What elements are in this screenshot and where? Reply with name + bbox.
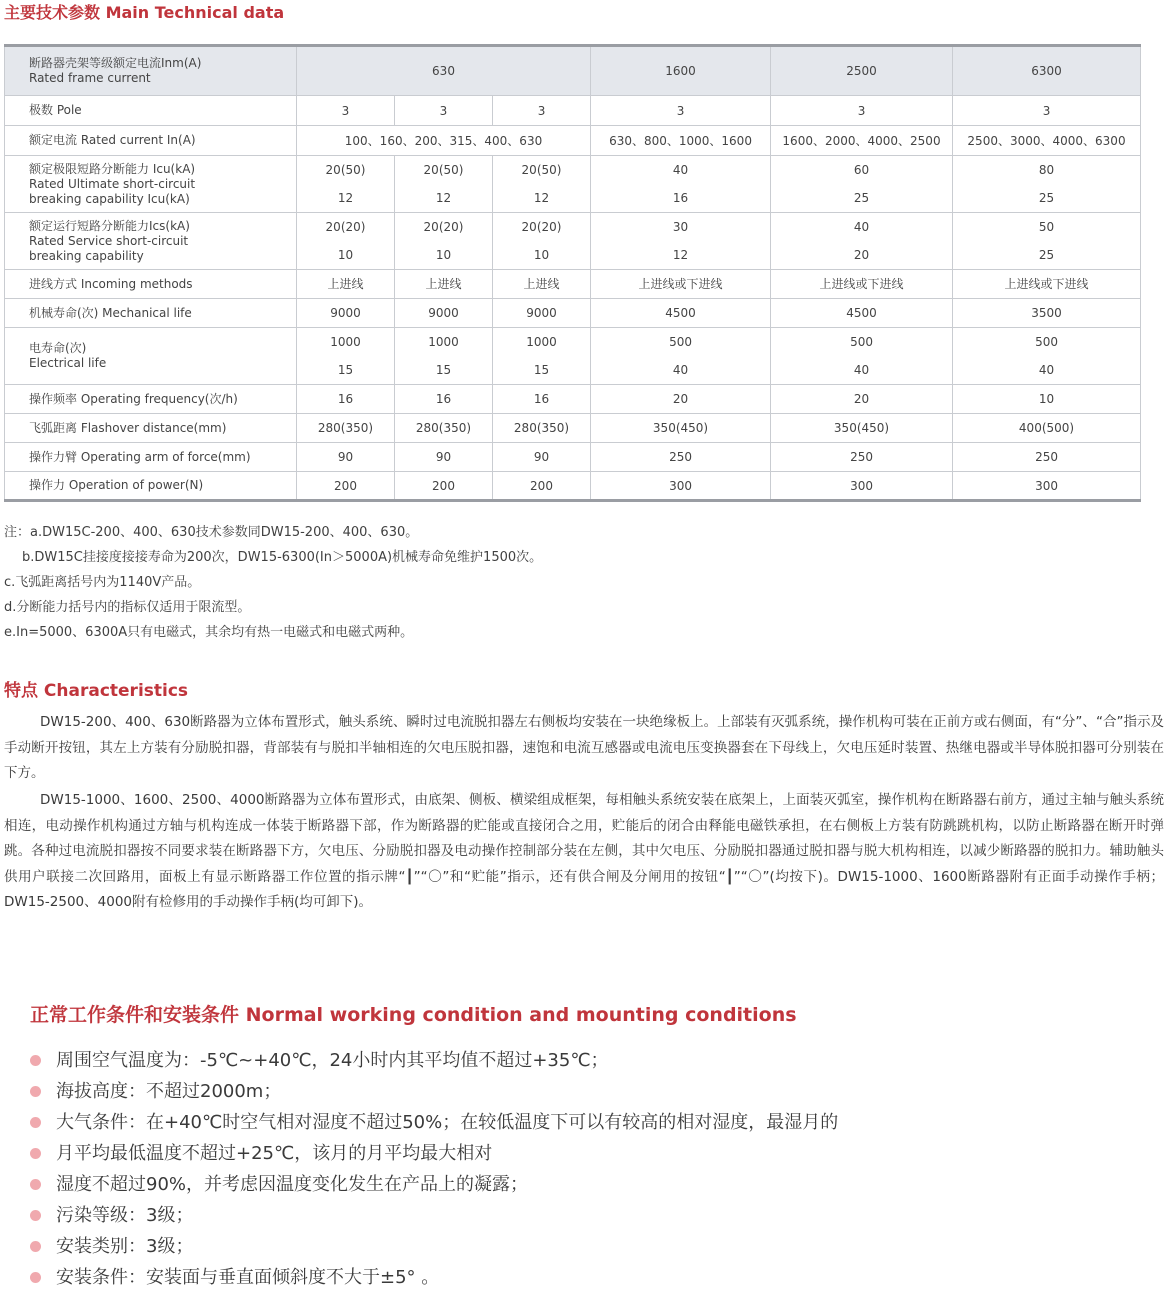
cell-bottom: 15: [337, 363, 354, 377]
table-row-operating-arm: [5, 443, 1141, 472]
cell-top: 1000: [526, 335, 557, 349]
header-group-6300: 6300: [953, 46, 1141, 96]
cell-top: 1000: [330, 335, 361, 349]
table-cell: 上进线: [297, 270, 395, 299]
technical-data-table: [4, 44, 1141, 502]
table-cell: 280(350): [493, 414, 591, 443]
list-item: [30, 1138, 1150, 1169]
table-cell: [395, 328, 493, 385]
cell-top: 50: [1038, 220, 1055, 234]
cell-bottom: 12: [435, 191, 452, 205]
table-cell: 16: [493, 385, 591, 414]
list-item-text: 安装类别：3级；: [56, 1236, 194, 1257]
cell-top: 40: [672, 163, 689, 177]
table-cell: 90: [493, 443, 591, 472]
table-cell: 200: [493, 472, 591, 501]
header-group-630: 630: [297, 46, 591, 96]
row-label-en: Rated Ultimate short-circuit: [29, 176, 196, 191]
bullet-dot-icon: [30, 1086, 41, 1097]
table-cell: [591, 156, 771, 213]
bullet-dot-icon: [30, 1117, 41, 1128]
table-cell: 20: [591, 385, 771, 414]
cell-bottom: 40: [672, 363, 689, 377]
table-cell: 250: [591, 443, 771, 472]
bullet-dot-icon: [30, 1272, 41, 1283]
table-cell: [493, 156, 591, 213]
table-cell: 200: [395, 472, 493, 501]
table-cell: 100、160、200、315、400、630: [297, 126, 591, 156]
list-item-text: 大气条件：在+40℃时空气相对湿度不超过50%；在较低温度下可以有较高的相对湿度，最湿月的: [56, 1112, 839, 1133]
table-cell: [297, 156, 395, 213]
row-label-cn: 额定运行短路分断能力Ics(kA): [29, 218, 190, 233]
table-cell: [297, 328, 395, 385]
table-cell: 1600、2000、4000、2500: [771, 126, 953, 156]
table-cell: 上进线或下进线: [771, 270, 953, 299]
note-d: d.分断能力括号内的指标仅适用于限流型。: [4, 600, 251, 615]
cell-bottom: 12: [672, 248, 689, 262]
cell-top: 60: [853, 163, 870, 177]
row-label-cn: 额定极限短路分断能力 Icu(kA): [29, 161, 196, 176]
table-cell: 280(350): [395, 414, 493, 443]
bullet-dot-icon: [30, 1148, 41, 1159]
table-cell: 350(450): [771, 414, 953, 443]
list-item: [30, 1107, 1150, 1138]
row-label: 机械寿命(次) Mechanical life: [5, 299, 297, 328]
table-cell: 20: [771, 385, 953, 414]
bullet-dot-icon: [30, 1241, 41, 1252]
table-cell: 350(450): [591, 414, 771, 443]
table-cell: 3: [771, 96, 953, 126]
cell-bottom: 25: [853, 191, 870, 205]
table-cell: 90: [395, 443, 493, 472]
working-conditions-list: [30, 1045, 1150, 1293]
cell-top: 20(50): [521, 163, 562, 177]
characteristics-paragraph-2: DW15-1000、1600、2500、4000断路器为立体布置形式，由底架、侧板、横梁组成框架，每相触头系统安装在底架上，上面装灭弧室，操作机构在断路器右前方，通过主轴与触头系统相连，电动操作机构通过方轴与机构连成一体装于断路器下部，作为断路器的贮能或直接闭合之用，贮能后的闭合由释能电磁铁承担，在右侧板上方装有防跳跳机构，以防止断路器在断开时弹跳。各种过电流脱扣器按不同要求装在断路器下方，欠电压、分励脱扣器及电动操作控制部分装在左侧，其中欠电压、分励脱扣器通过脱扣器与脱大机构相连，以减少断路器的脱扣力。辅助触头供用户联接二次回路用，面板上有显示断路器工作位置的指示牌“┃”“〇”和“贮能”指示，还有供合闸及分闸用的按钮“┃”“〇”(均按下)。DW15-1000、1600断路器附有正面手动操作手柄；DW15-2500、4000附有检修用的手动操作手柄(均可卸下)。: [4, 792, 1164, 910]
row-label: 极数 Pole: [5, 96, 297, 126]
table-cell: 4500: [591, 299, 771, 328]
table-notes: [4, 520, 1154, 645]
cell-bottom: 20: [853, 248, 870, 262]
section-title-main-technical-data: 主要技术参数 Main Technical data: [4, 3, 285, 22]
row-label-en: Rated Service short-circuit: [29, 233, 189, 248]
bullet-dot-icon: [30, 1179, 41, 1190]
row-label: 飞弧距离 Flashover distance(mm): [5, 414, 297, 443]
row-label: [5, 156, 297, 213]
cell-top: 500: [850, 335, 873, 349]
table-cell: 300: [953, 472, 1141, 501]
cell-bottom: 25: [1038, 191, 1055, 205]
table-cell: 9000: [493, 299, 591, 328]
table-cell: 4500: [771, 299, 953, 328]
table-cell: [771, 156, 953, 213]
note-b: b.DW15C挂接度接接寿命为200次，DW15-6300(In＞5000A)机械寿命免维护1500次。: [22, 550, 543, 565]
table-row-incoming: [5, 270, 1141, 299]
cell-bottom: 15: [533, 363, 550, 377]
cell-bottom: 16: [672, 191, 689, 205]
table-cell: 3: [493, 96, 591, 126]
section-title-working-conditions: 正常工作条件和安装条件 Normal working condition and mounting conditions: [30, 1004, 797, 1026]
list-item: [30, 1200, 1150, 1231]
cell-bottom: 12: [533, 191, 550, 205]
cell-top: 1000: [428, 335, 459, 349]
table-cell: 3500: [953, 299, 1141, 328]
list-item: [30, 1262, 1150, 1293]
table-cell: 3: [395, 96, 493, 126]
list-item-text: 周围空气温度为：-5℃~+40℃，24小时内其平均值不超过+35℃；: [56, 1050, 609, 1071]
table-cell: 16: [297, 385, 395, 414]
table-cell: [953, 156, 1141, 213]
list-item: [30, 1045, 1150, 1076]
table-cell: [493, 213, 591, 270]
header-label-en: Rated frame current: [29, 71, 151, 85]
table-cell: [493, 328, 591, 385]
list-item: [30, 1076, 1150, 1107]
note-a: 注：a.DW15C-200、400、630技术参数同DW15-200、400、630。: [4, 525, 419, 540]
table-cell: 上进线或下进线: [953, 270, 1141, 299]
bullet-dot-icon: [30, 1210, 41, 1221]
table-cell: 上进线: [493, 270, 591, 299]
table-cell: 2500、3000、4000、6300: [953, 126, 1141, 156]
table-cell: 3: [297, 96, 395, 126]
table-row-flashover-distance: [5, 414, 1141, 443]
table-cell: 90: [297, 443, 395, 472]
table-row-mechanical-life: [5, 299, 1141, 328]
list-item-text: 安装条件：安装面与垂直面倾斜度不大于±5° 。: [56, 1267, 440, 1288]
note-c: c.飞弧距离括号内为1140V产品。: [4, 575, 201, 590]
table-cell: [953, 213, 1141, 270]
cell-bottom: 40: [1038, 363, 1055, 377]
table-cell: 3: [953, 96, 1141, 126]
table-row-icu: [5, 156, 1141, 213]
cell-top: 30: [672, 220, 689, 234]
header-label-cn: 断路器壳架等级额定电流Inm(A): [29, 56, 202, 70]
row-label: 进线方式 Incoming methods: [5, 270, 297, 299]
table-row-ics: [5, 213, 1141, 270]
list-item: [30, 1231, 1150, 1262]
table-cell: 上进线: [395, 270, 493, 299]
list-item-text: 月平均最低温度不超过+25℃，该月的月平均最大相对: [56, 1143, 493, 1164]
row-label-cn: 电寿命(次): [29, 341, 87, 355]
table-cell: [771, 213, 953, 270]
table-cell: [297, 213, 395, 270]
table-cell: 400(500): [953, 414, 1141, 443]
section-title-characteristics: 特点 Characteristics: [4, 681, 189, 701]
cell-top: 20(50): [325, 163, 366, 177]
table-cell: [395, 156, 493, 213]
table-cell: 300: [591, 472, 771, 501]
cell-bottom: 40: [853, 363, 870, 377]
table-cell: 3: [591, 96, 771, 126]
cell-top: 500: [669, 335, 692, 349]
table-cell: [771, 328, 953, 385]
table-cell: 280(350): [297, 414, 395, 443]
header-group-2500: 2500: [771, 46, 953, 96]
list-item: [30, 1169, 1150, 1200]
table-cell: 250: [771, 443, 953, 472]
table-cell: 16: [395, 385, 493, 414]
table-cell: 250: [953, 443, 1141, 472]
table-cell: 300: [771, 472, 953, 501]
table-cell: 630、800、1000、1600: [591, 126, 771, 156]
table-cell: 9000: [297, 299, 395, 328]
table-cell: [591, 328, 771, 385]
row-label-en: Electrical life: [29, 356, 107, 370]
header-label-cell: [5, 46, 297, 96]
cell-bottom: 12: [337, 191, 354, 205]
cell-top: 20(20): [423, 220, 464, 234]
cell-top: 40: [853, 220, 870, 234]
cell-top: 20(50): [423, 163, 464, 177]
cell-top: 500: [1035, 335, 1058, 349]
table-row-operation-power: [5, 472, 1141, 501]
cell-bottom: 10: [533, 248, 550, 262]
table-cell: [591, 213, 771, 270]
row-label: 操作频率 Operating frequency(次/h): [5, 385, 297, 414]
header-group-1600: 1600: [591, 46, 771, 96]
table-cell: 200: [297, 472, 395, 501]
table-cell: [395, 213, 493, 270]
list-item-text: 湿度不超过90%，并考虑因温度变化发生在产品上的凝露；: [56, 1174, 529, 1195]
table-row-pole: [5, 96, 1141, 126]
table-row-rated-current: [5, 126, 1141, 156]
row-label: 额定电流 Rated current In(A): [5, 126, 297, 156]
cell-bottom: 25: [1038, 248, 1055, 262]
table-cell: 10: [953, 385, 1141, 414]
cell-bottom: 10: [435, 248, 452, 262]
cell-top: 80: [1038, 163, 1055, 177]
row-label: [5, 328, 297, 385]
list-item-text: 污染等级：3级；: [56, 1205, 194, 1226]
table-row-electrical-life: [5, 328, 1141, 385]
table-cell: [953, 328, 1141, 385]
row-label-en: breaking capability: [29, 248, 144, 263]
row-label-en: breaking capability Icu(kA): [29, 191, 190, 206]
cell-top: 20(20): [521, 220, 562, 234]
bullet-dot-icon: [30, 1055, 41, 1066]
row-label: [5, 213, 297, 270]
row-label: 操作力 Operation of power(N): [5, 472, 297, 501]
characteristics-paragraph-1: DW15-200、400、630断路器为立体布置形式，触头系统、瞬时过电流脱扣器左右侧板均安装在一块绝缘板上。上部装有灭弧系统，操作机构可装在正前方或右侧面，有“分”、“合”指示及手动断开按钮，其左上方装有分励脱扣器，背部装有与脱扣半轴相连的欠电压脱扣器，速饱和电流互感器或电流电压变换器套在下母线上，欠电压延时装置、热继电器或半导体脱扣器可分别装在下方。: [4, 714, 1164, 781]
table-row-operating-frequency: [5, 385, 1141, 414]
cell-bottom: 15: [435, 363, 452, 377]
row-label: 操作力臂 Operating arm of force(mm): [5, 443, 297, 472]
table-cell: 9000: [395, 299, 493, 328]
note-e: e.In=5000、6300A只有电磁式，其余均有热一电磁式和电磁式两种。: [4, 625, 414, 640]
table-header-row: [5, 46, 1141, 96]
cell-top: 20(20): [325, 220, 366, 234]
cell-bottom: 10: [337, 248, 354, 262]
table-cell: 上进线或下进线: [591, 270, 771, 299]
list-item-text: 海拔高度：不超过2000m；: [56, 1081, 282, 1102]
